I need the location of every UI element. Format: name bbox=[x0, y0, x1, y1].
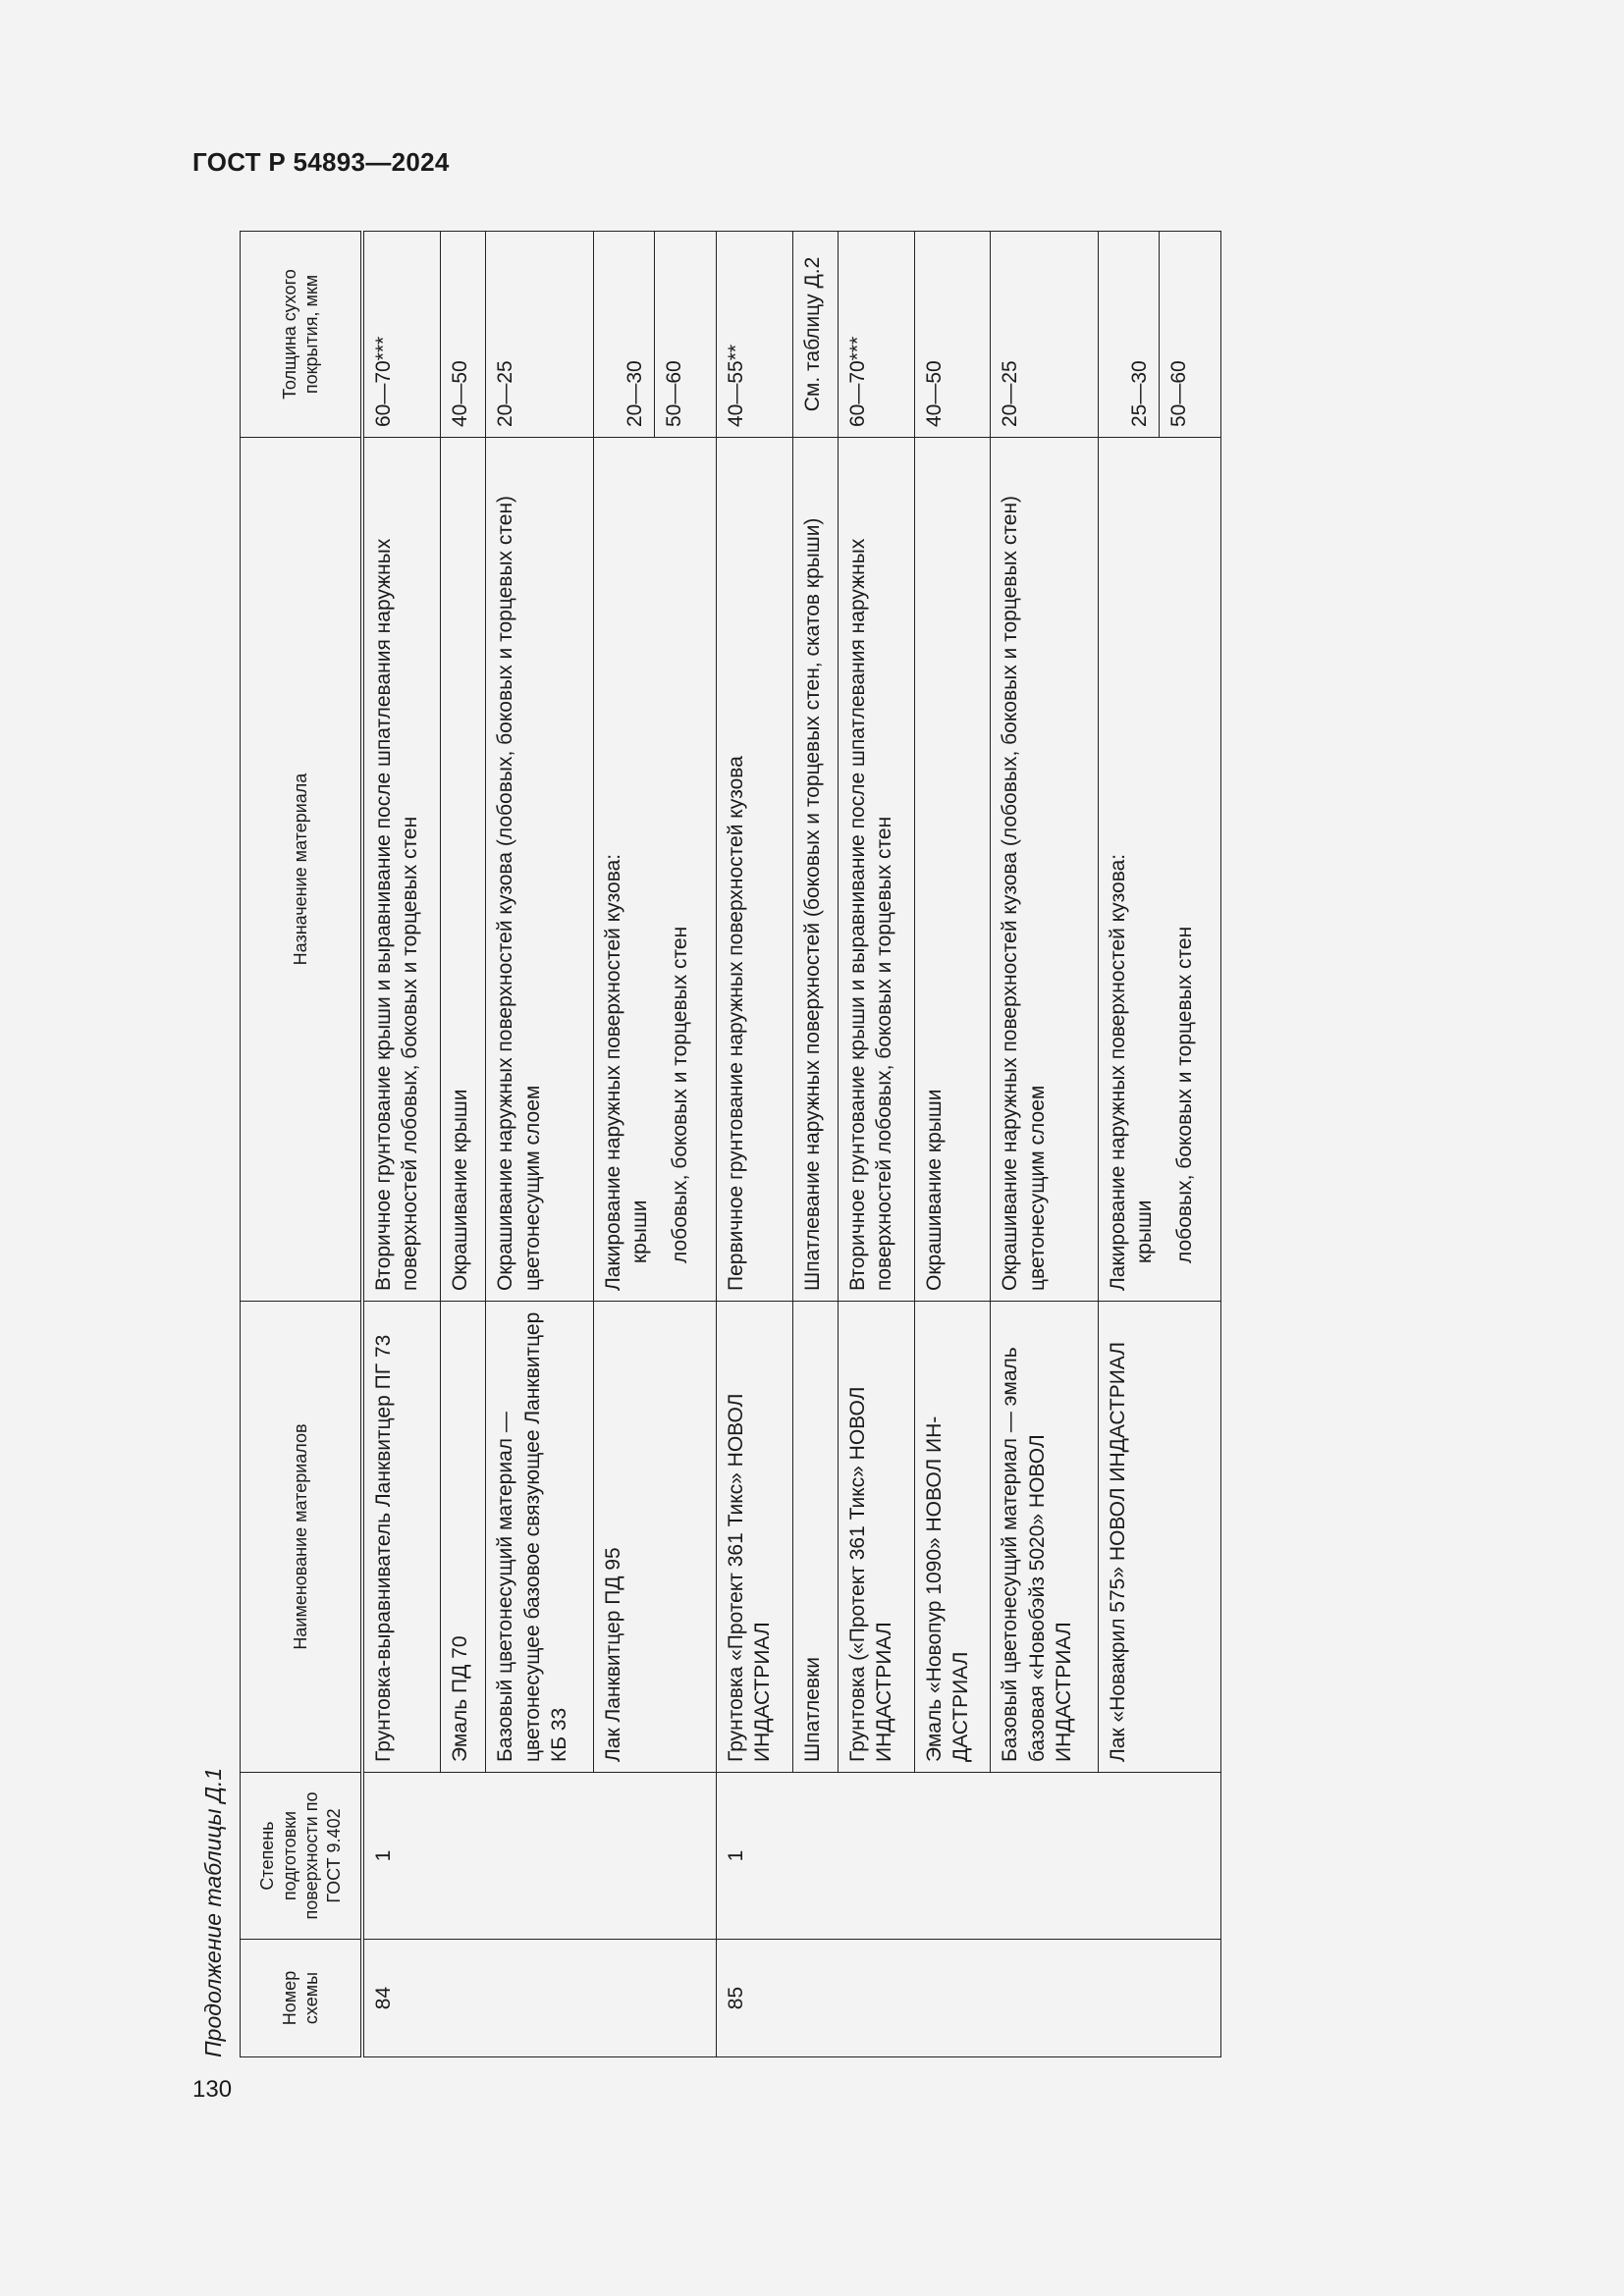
purpose-intro: Лакирование наружных поверхностей кузова: bbox=[1106, 853, 1129, 1291]
material-purpose: Шпатлевание наружных поверхностей (боковых и торцевых стен, скатов крыши) bbox=[792, 438, 838, 1302]
material-purpose: Окрашивание наружных поверхностей кузова (лобовых, боковых и торцевых стен) цветонесущим слоем bbox=[486, 438, 593, 1302]
scheme-number: 84 bbox=[362, 1940, 716, 2057]
coating-thickness: 40—50 bbox=[914, 232, 991, 438]
scheme-number: 85 bbox=[716, 1940, 1220, 2057]
coating-thickness: 50—60 bbox=[1160, 232, 1221, 438]
table-row bbox=[716, 232, 792, 2057]
material-name: Базовый цветонесущий материал — эмаль базовая «Новобэйз 5020» НОВОЛ ИНДАСТРИАЛ bbox=[991, 1302, 1098, 1773]
materials-table bbox=[240, 231, 1221, 2057]
surface-degree: 1 bbox=[362, 1773, 716, 1940]
header-scheme: Номер схемы bbox=[241, 1940, 363, 2057]
material-name: Лак «Новакрил 575» НОВОЛ ИНДАСТРИАЛ bbox=[1098, 1302, 1220, 1773]
table-row bbox=[362, 232, 441, 2057]
purpose-walls: лобовых, боковых и торцевых стен bbox=[669, 926, 692, 1263]
material-name: Грунтовка («Протект 361 Тикс» НОВОЛ ИНДАСТРИАЛ bbox=[838, 1302, 914, 1773]
header-degree: Степень подготовки поверхности по ГОСТ 9.402 bbox=[241, 1773, 363, 1940]
document-header: ГОСТ Р 54893—2024 bbox=[192, 147, 450, 177]
header-thickness: Толщина сухого покрытия, мкм bbox=[241, 232, 363, 438]
material-name: Лак Ланквитцер ПД 95 bbox=[593, 1302, 716, 1773]
material-name: Эмаль ПД 70 bbox=[441, 1302, 486, 1773]
coating-thickness: 20—30 bbox=[593, 232, 655, 438]
material-purpose: Первичное грунтование наружных поверхностей кузова bbox=[716, 438, 792, 1302]
material-purpose bbox=[1098, 438, 1220, 1302]
material-name: Базовый цветонесущий материал — цветонесущее базовое связующее Ланквитцер КБ 33 bbox=[486, 1302, 593, 1773]
coating-thickness: 20—25 bbox=[991, 232, 1098, 438]
coating-thickness: 50—60 bbox=[655, 232, 717, 438]
material-purpose bbox=[593, 438, 716, 1302]
material-purpose: Вторичное грунтование крыши и выравнивание после шпатлевания наружных поверхностей лобовых, боковых и торцевых стен bbox=[838, 438, 914, 1302]
header-material: Наименование материалов bbox=[241, 1302, 363, 1773]
surface-degree: 1 bbox=[716, 1773, 1220, 1940]
material-purpose: Окрашивание крыши bbox=[914, 438, 991, 1302]
table-header-row bbox=[241, 232, 363, 2057]
coating-thickness: 20—25 bbox=[486, 232, 593, 438]
material-name: Эмаль «Новопур 1090» НОВОЛ ИН- ДАСТРИАЛ bbox=[914, 1302, 991, 1773]
material-name: Грунтовка «Протект 361 Тикс» НОВОЛ ИНДАСТРИАЛ bbox=[716, 1302, 792, 1773]
coating-thickness: 40—55** bbox=[716, 232, 792, 438]
coating-thickness: 40—50 bbox=[441, 232, 486, 438]
material-purpose: Окрашивание крыши bbox=[441, 438, 486, 1302]
coating-thickness: 25—30 bbox=[1098, 232, 1160, 438]
coating-thickness: 60—70*** bbox=[362, 232, 441, 438]
page-number: 130 bbox=[192, 2076, 233, 2103]
purpose-roof: крыши bbox=[1132, 1200, 1156, 1263]
rotated-table-block bbox=[192, 232, 1253, 2057]
material-name: Шпатлевки bbox=[792, 1302, 838, 1773]
table-caption: Продолжение таблицы Д.1 bbox=[200, 1767, 226, 2057]
coating-thickness: См. таблицу Д.2 bbox=[792, 232, 838, 438]
purpose-intro: Лакирование наружных поверхностей кузова: bbox=[601, 853, 624, 1291]
material-purpose: Вторичное грунтование крыши и выравнивание после шпатлевания наружных поверхностей лобовых, боковых и торцевых стен bbox=[362, 438, 441, 1302]
material-name: Грунтовка-выравниватель Ланквитцер ПГ 73 bbox=[362, 1302, 441, 1773]
purpose-walls: лобовых, боковых и торцевых стен bbox=[1173, 926, 1197, 1263]
coating-thickness: 60—70*** bbox=[838, 232, 914, 438]
material-purpose: Окрашивание наружных поверхностей кузова (лобовых, боковых и торцевых стен) цветонесущим слоем bbox=[991, 438, 1098, 1302]
header-purpose: Назначение материала bbox=[241, 438, 363, 1302]
purpose-roof: крыши bbox=[627, 1200, 651, 1263]
